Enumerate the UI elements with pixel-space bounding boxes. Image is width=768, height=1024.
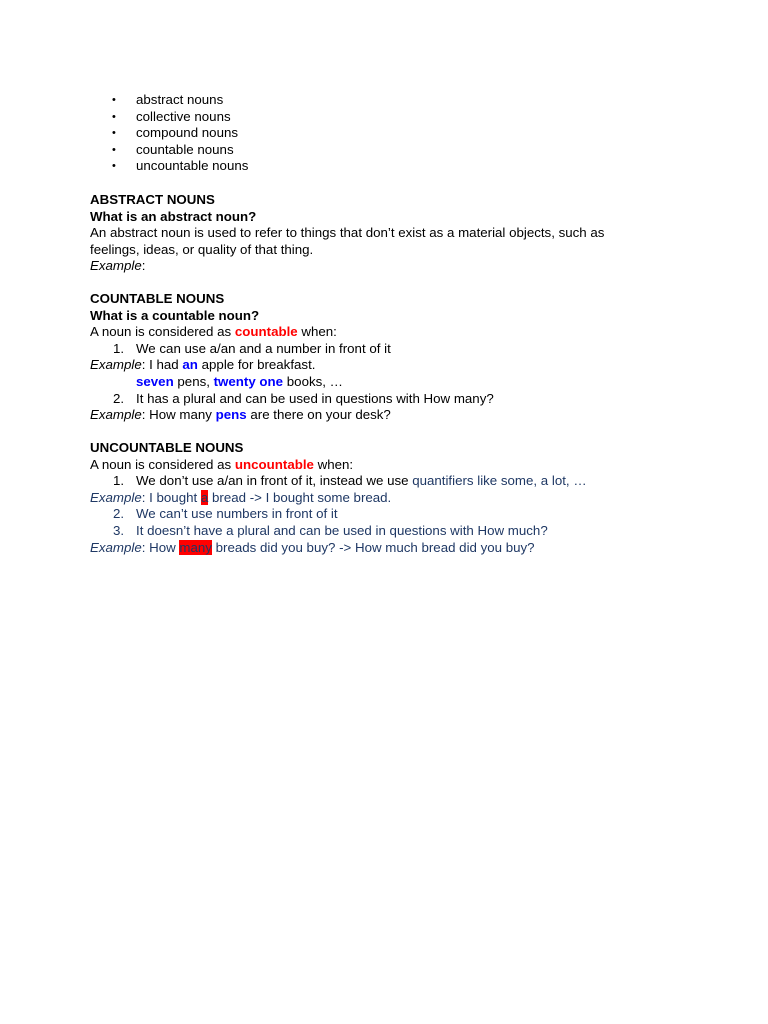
section-question: What is an abstract noun?	[90, 208, 257, 224]
numbered-item	[90, 391, 650, 408]
bullet-icon: •	[112, 127, 116, 140]
item-number: 2.	[113, 506, 125, 522]
example-text: bread -> I bought some bread.	[208, 489, 392, 505]
definition-line: feelings, ideas, or quality of that thing.	[90, 241, 314, 257]
quantifiers-text: quantifiers like some, a lot, …	[412, 473, 587, 489]
highlighted-article: a	[200, 489, 209, 505]
section-heading: COUNTABLE NOUNS	[90, 291, 225, 306]
example-line	[90, 540, 650, 557]
example-line	[90, 490, 650, 507]
item-text: It has a plural and can be used in questions with How many?	[136, 390, 494, 406]
highlighted-many: many	[179, 539, 212, 555]
example-colon: :	[141, 258, 146, 274]
list-item-text: compound nouns	[136, 125, 239, 141]
example-label: Example	[90, 407, 142, 423]
example-text: : How many	[141, 407, 216, 423]
intro-text: A noun is considered as	[90, 456, 235, 472]
item-number: 1.	[113, 340, 125, 356]
list-item-text: collective nouns	[136, 108, 231, 124]
keyword-seven: seven	[136, 373, 174, 389]
countable-nouns-section	[90, 291, 650, 424]
intro-text: A noun is considered as	[90, 324, 235, 340]
item-number: 3.	[113, 522, 125, 538]
example-continuation-text	[136, 374, 343, 391]
list-item-text: countable nouns	[136, 141, 234, 157]
example-label: Example	[90, 357, 142, 373]
numbered-item	[90, 473, 650, 490]
numbered-item	[90, 341, 650, 358]
bullet-icon: •	[112, 143, 116, 156]
item-text: We can use a/an and a number in front of it	[136, 340, 391, 356]
example-text: books, …	[283, 373, 343, 389]
example-text: : I had	[141, 357, 183, 373]
example-text: : I bought	[141, 489, 201, 505]
numbered-item	[90, 523, 650, 540]
abstract-nouns-section	[90, 192, 650, 275]
example-label: Example	[90, 539, 142, 555]
example-label: Example	[90, 258, 142, 274]
bullet-icon: •	[112, 110, 116, 123]
example-text: : How	[141, 539, 180, 555]
example-text: pens,	[173, 373, 214, 389]
keyword-pens: pens	[215, 407, 247, 423]
example-line	[90, 258, 650, 275]
intro-text: when:	[297, 324, 337, 340]
item-text	[136, 473, 587, 490]
bullet-icon: •	[112, 160, 116, 173]
example-line	[90, 357, 650, 374]
bullet-icon: •	[112, 94, 116, 106]
keyword-countable: countable	[234, 324, 298, 340]
item-number: 1.	[113, 473, 125, 489]
keyword-twenty-one: twenty one	[213, 373, 284, 389]
item-text: We can’t use numbers in front of it	[136, 506, 338, 522]
example-line	[90, 407, 650, 424]
list-item-text: abstract nouns	[136, 92, 224, 107]
numbered-item	[90, 506, 650, 523]
section-heading: UNCOUNTABLE NOUNS	[90, 440, 244, 455]
example-text: apple for breakfast.	[197, 357, 316, 373]
intro-line	[90, 324, 650, 341]
example-text: are there on your desk?	[246, 407, 391, 423]
uncountable-nouns-section	[90, 440, 650, 556]
list-item-text: uncountable nouns	[136, 158, 249, 174]
item-text-part: We don’t use a/an in front of it, instead we use	[136, 473, 413, 489]
item-text: It doesn’t have a plural and can be used in questions with How much?	[136, 522, 548, 538]
definition-line: An abstract noun is used to refer to things that don’t exist as a material objects, such as	[90, 225, 605, 241]
example-text: breads did you buy? -> How much bread did you buy?	[211, 539, 535, 555]
keyword-an: an	[182, 357, 198, 373]
intro-text: when:	[313, 456, 354, 472]
item-number: 2.	[113, 390, 125, 406]
intro-line	[90, 457, 650, 474]
section-heading: ABSTRACT NOUNS	[90, 192, 215, 207]
example-label: Example	[90, 489, 142, 505]
keyword-uncountable: uncountable	[234, 456, 314, 472]
example-continuation	[90, 374, 650, 391]
section-question: What is a countable noun?	[90, 307, 260, 323]
